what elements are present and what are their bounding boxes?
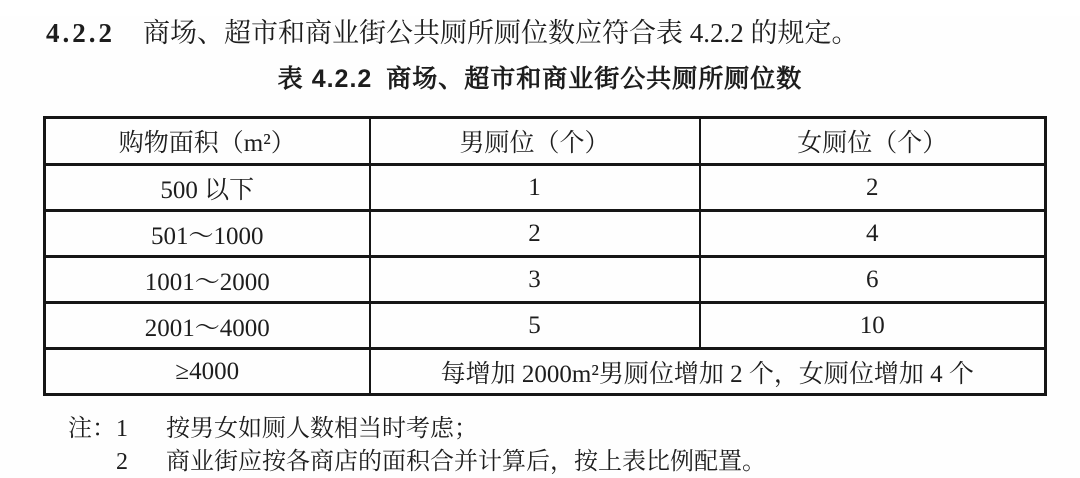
table-row (45, 257, 1046, 303)
table-row (45, 165, 1046, 211)
cell-area-range: ≥4000 (45, 349, 370, 395)
cell-female-count: 2 (700, 165, 1046, 211)
table-merged-row (45, 349, 1046, 395)
document-page (0, 16, 1080, 478)
note-label-spacer (68, 446, 116, 478)
table-header-row (45, 118, 1046, 165)
note-number: 2 (116, 449, 128, 475)
header-cell-male-stalls: 男厕位（个） (370, 118, 700, 165)
clause-text: 商场、超市和商业街公共厕所厕位数应符合表 4.2.2 的规定。 (143, 18, 859, 48)
table-caption (0, 63, 1080, 95)
note-label: 注： (68, 416, 116, 442)
table-caption-prefix: 表 (277, 65, 304, 93)
cell-female-count: 6 (700, 257, 1046, 303)
cell-area-range: 501～1000 (45, 211, 370, 257)
cell-area-range: 1001～2000 (45, 257, 370, 303)
header-cell-shopping-area: 购物面积（m²） (45, 118, 370, 165)
cell-male-count: 2 (370, 211, 700, 257)
table-notes (68, 413, 1080, 478)
table-caption-number: 4.2.2 (311, 65, 373, 93)
table-caption-title: 商场、超市和商业街公共厕所厕位数 (386, 65, 803, 93)
cell-female-count: 4 (700, 211, 1046, 257)
cell-male-count: 1 (370, 165, 700, 211)
toilet-stall-table (43, 116, 1047, 396)
cell-male-count: 5 (370, 303, 700, 349)
header-cell-female-stalls: 女厕位（个） (700, 118, 1046, 165)
cell-male-count: 3 (370, 257, 700, 303)
note-line-2 (68, 446, 1080, 478)
cell-area-range: 500 以下 (45, 165, 370, 211)
cell-area-range: 2001～4000 (45, 303, 370, 349)
cell-merged-rule: 每增加 2000m²男厕位增加 2 个，女厕位增加 4 个 (370, 349, 1046, 395)
cell-female-count: 10 (700, 303, 1046, 349)
table-row (45, 211, 1046, 257)
note-text: 商业街应按各商店的面积合并计算后，按上表比例配置。 (166, 449, 766, 475)
clause-heading (46, 16, 1080, 50)
note-line-1 (68, 413, 1080, 446)
table-row (45, 303, 1046, 349)
note-text: 按男女如厕人数相当时考虑； (166, 416, 478, 442)
clause-number: 4.2.2 (46, 18, 115, 48)
note-number: 1 (116, 416, 128, 442)
